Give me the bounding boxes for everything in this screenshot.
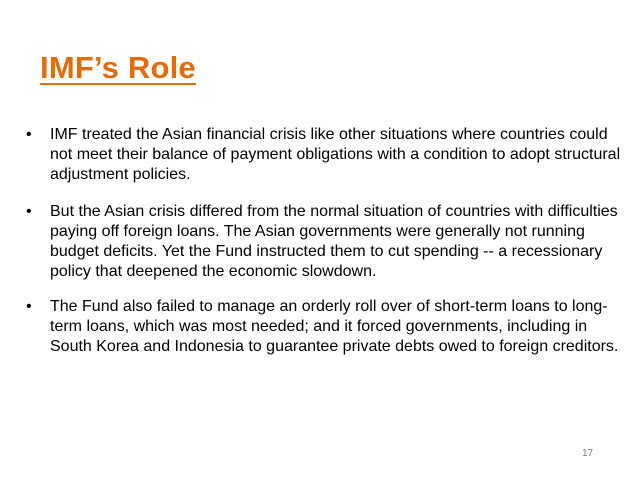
bullet-item [26,125,626,185]
bullet-text: IMF treated the Asian financial crisis like other situations where countries could not meet their balance of payment obligations with a condition to adopt structural adjustment policies. [50,126,621,183]
bullet-text: But the Asian crisis differed from the normal situation of countries with difficulties paying off foreign loans. The Asian governments were generally not running budget deficits. Yet the Fund instructed them to cut spending -- a recessionary policy that deepened the economic slowdown. [50,203,618,280]
bullet-text: The Fund also failed to manage an orderly roll over of short-term loans to long-term loans, which was most needed; and it forced governments, including in South Korea and Indonesia to guarantee private debts owed to foreign creditors. [50,298,619,355]
bullet-list [26,125,626,374]
bullet-marker: • [26,298,32,315]
slide-title: IMF’s Role [40,50,196,85]
page-number: 17 [582,448,594,459]
bullet-marker: • [26,203,32,220]
bullet-item [26,297,626,357]
bullet-item [26,202,626,282]
bullet-marker: • [26,126,32,143]
